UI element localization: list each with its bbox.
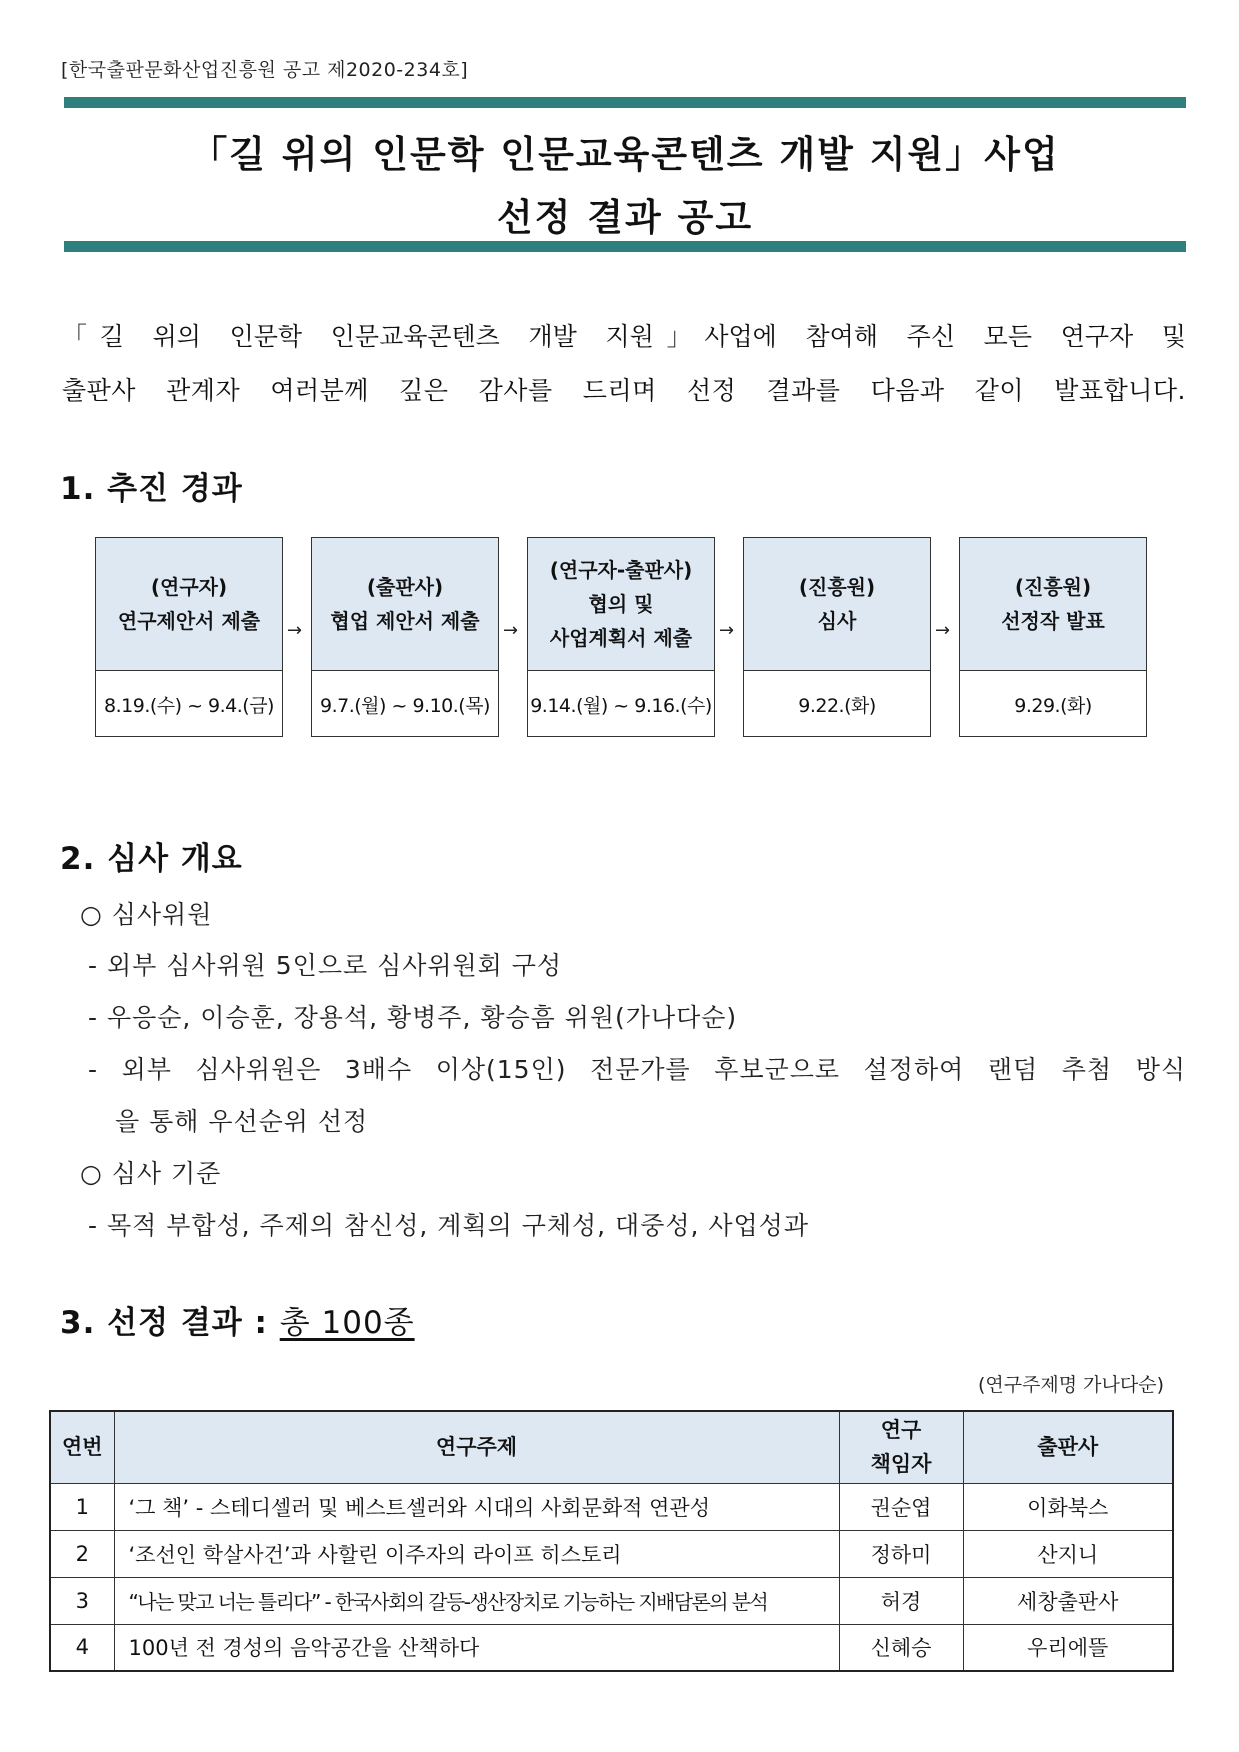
- row-topic: “나는 맞고 너는 틀리다” - 한국사회의 갈등-생산장치로 기능하는 지배담론의 분석: [114, 1577, 839, 1624]
- page-title-line1: 「길 위의 인문학 인문교육콘텐츠 개발 지원」사업: [190, 133, 1060, 176]
- row-number: 1: [50, 1483, 114, 1530]
- flow-step-4: [743, 537, 931, 737]
- table-row: [50, 1624, 1173, 1671]
- flow-step-date: 9.22.(화): [798, 694, 876, 717]
- flow-step-title: [744, 538, 930, 671]
- selection-total: 총 100종: [279, 1305, 415, 1341]
- intro-paragraph: [62, 310, 1186, 418]
- results-table: [49, 1410, 1174, 1672]
- col-lead-header: [839, 1411, 963, 1483]
- sort-note: (연구주제명 가나다순): [977, 1374, 1164, 1396]
- flow-step-title-line: 협의 및: [588, 592, 654, 616]
- row-publisher: 이화북스: [963, 1483, 1173, 1530]
- table-row: [50, 1577, 1173, 1624]
- flow-step-date: 9.29.(화): [1014, 694, 1092, 717]
- table-row: [50, 1530, 1173, 1577]
- criteria-item-1: - 목적 부합성, 주제의 참신성, 계획의 구체성, 대중성, 사업성과: [88, 1211, 809, 1240]
- row-lead-researcher: 신혜승: [839, 1624, 963, 1671]
- flow-step-title: [960, 538, 1146, 671]
- row-topic: ‘조선인 학살사건’과 사할린 이주자의 라이프 히스토리: [114, 1530, 839, 1577]
- intro-line1: 「길 위의 인문학 인문교육콘텐츠 개발 지원」사업에 참여해 주신 모든 연구자 및: [62, 322, 1186, 351]
- flow-step-3: [527, 537, 715, 737]
- row-lead-researcher: 허경: [839, 1577, 963, 1624]
- row-publisher: 산지니: [963, 1530, 1173, 1577]
- col-lead-header-line1: 연구: [880, 1418, 922, 1443]
- committee-item-1: - 외부 심사위원 5인으로 심사위원회 구성: [88, 951, 563, 980]
- flow-step-date: 9.7.(월) ~ 9.10.(목): [320, 694, 490, 717]
- table-row: [50, 1483, 1173, 1530]
- flow-step-1: [95, 537, 283, 737]
- flow-step-title-line: (연구자): [150, 575, 228, 599]
- flow-step-date: 9.14.(월) ~ 9.16.(수): [530, 694, 712, 717]
- title-bottom-rule: [64, 241, 1186, 252]
- col-topic-header: 연구주제: [114, 1411, 839, 1483]
- flow-step-title-line: (진흥원): [798, 575, 876, 599]
- flow-step-title-line: (출판사): [366, 575, 444, 599]
- flow-step-title: [312, 538, 498, 671]
- section3-heading: [60, 1297, 415, 1342]
- flow-step-2: [311, 537, 499, 737]
- flow-step-title-line: 연구제안서 제출: [117, 609, 261, 633]
- page-title-line2: 선정 결과 공고: [496, 196, 754, 239]
- flow-step-title: [96, 538, 282, 671]
- flow-step-title-line: 사업계획서 제출: [549, 626, 693, 650]
- committee-item-2: - 우응순, 이승훈, 장용석, 황병주, 황승흠 위원(가나다순): [88, 1003, 738, 1032]
- committee-label: ○ 심사위원: [80, 900, 213, 929]
- committee-item-3-cont: 을 통해 우선순위 선정: [115, 1107, 369, 1136]
- row-topic: 100년 전 경성의 음악공간을 산책하다: [114, 1624, 839, 1671]
- row-publisher: 우리에뜰: [963, 1624, 1173, 1671]
- col-publisher-header: 출판사: [963, 1411, 1173, 1483]
- row-publisher: 세창출판사: [963, 1577, 1173, 1624]
- flow-arrow-icon: →: [287, 620, 303, 641]
- row-number: 2: [50, 1530, 114, 1577]
- flow-step-title-line: 심사: [817, 609, 857, 633]
- section1-heading: 1. 추진 경과: [60, 471, 243, 507]
- flow-arrow-icon: →: [503, 620, 519, 641]
- title-top-rule: [64, 97, 1186, 108]
- col-no-header: 연번: [50, 1411, 114, 1483]
- flow-step-title-line: 선정작 발표: [1001, 609, 1105, 633]
- flow-step-title-line: (연구자-출판사): [549, 558, 693, 582]
- section3-heading-label: 3. 선정 결과 :: [60, 1305, 280, 1341]
- flow-step-title: [528, 538, 714, 671]
- criteria-label: ○ 심사 기준: [80, 1159, 222, 1188]
- col-lead-header-line2: 책임자: [870, 1452, 932, 1477]
- flow-step-title-line: (진흥원): [1014, 575, 1092, 599]
- flow-step-date: 8.19.(수) ~ 9.4.(금): [104, 694, 274, 717]
- committee-item-3: - 외부 심사위원은 3배수 이상(15인) 전문가를 후보군으로 설정하여 랜덤 추첨 방식: [88, 1055, 1186, 1084]
- row-topic: ‘그 책’ - 스테디셀러 및 베스트셀러와 시대의 사회문화적 연관성: [114, 1483, 839, 1530]
- section2-heading: 2. 심사 개요: [60, 841, 243, 877]
- flow-arrow-icon: →: [719, 620, 735, 641]
- results-header-row: [50, 1411, 1173, 1483]
- intro-line2: 출판사 관계자 여러분께 깊은 감사를 드리며 선정 결과를 다음과 같이 발표합니다.: [62, 376, 1186, 405]
- row-lead-researcher: 권순엽: [839, 1483, 963, 1530]
- row-number: 4: [50, 1624, 114, 1671]
- flow-step-title-line: 협업 제안서 제출: [330, 609, 480, 633]
- notice-number: [한국출판문화산업진흥원 공고 제2020-234호]: [61, 59, 469, 81]
- row-lead-researcher: 정하미: [839, 1530, 963, 1577]
- flow-step-5: [959, 537, 1147, 737]
- row-number: 3: [50, 1577, 114, 1624]
- flow-arrow-icon: →: [935, 620, 951, 641]
